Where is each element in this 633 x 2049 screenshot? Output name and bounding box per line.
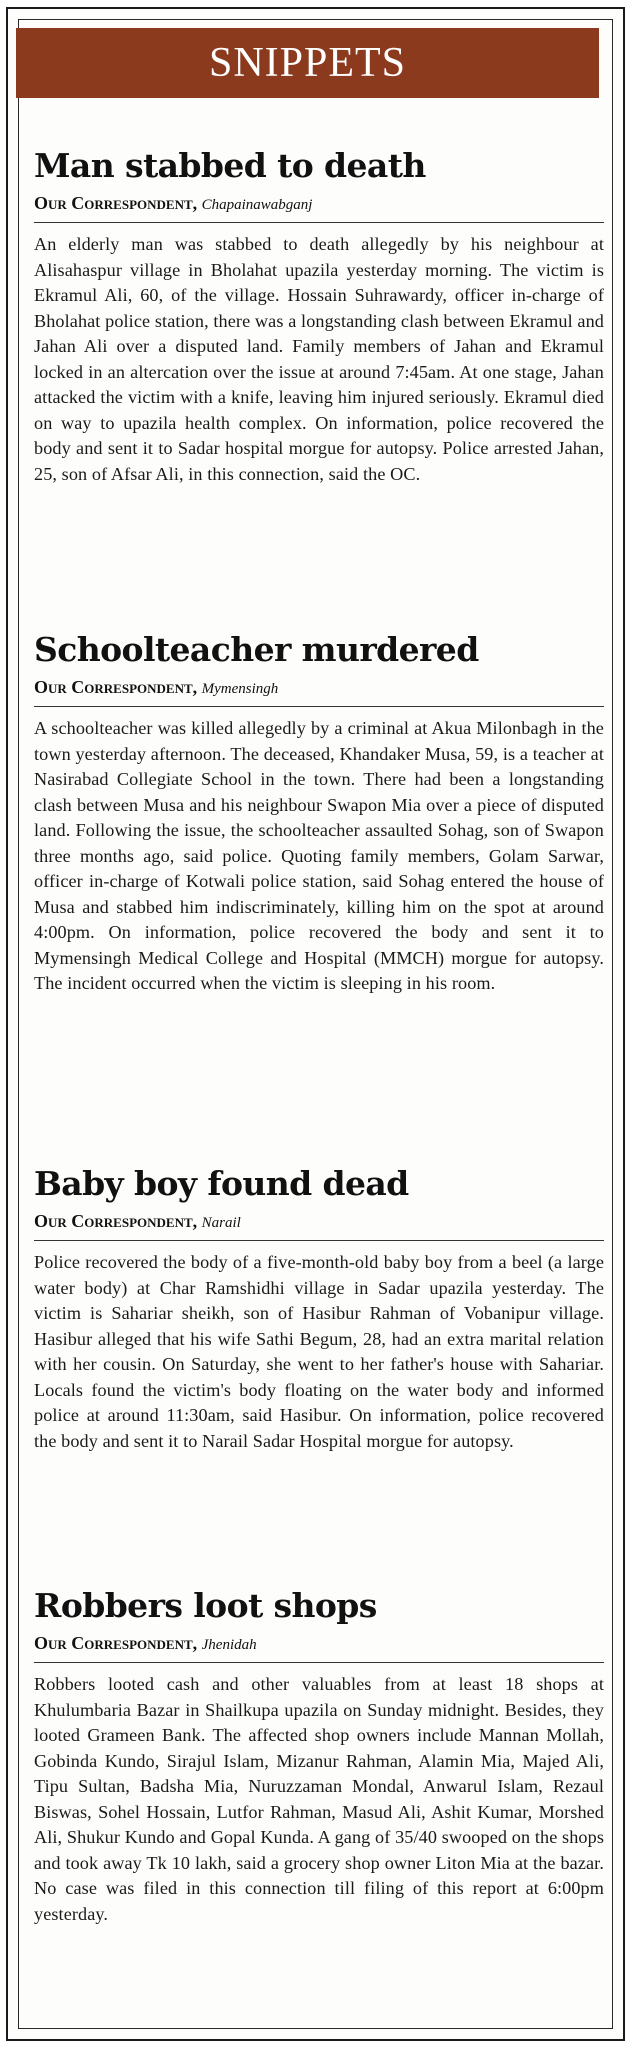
story-byline xyxy=(34,1632,604,1656)
byline-location: Narail xyxy=(201,1215,241,1231)
section-title: SNIPPETS xyxy=(208,40,407,86)
byline-author: Our Correspondent, xyxy=(34,193,198,213)
story-byline xyxy=(34,676,604,700)
byline-location: Jhenidah xyxy=(201,1637,257,1653)
story-headline[interactable]: Schoolteacher murdered xyxy=(34,630,479,669)
byline-location: Chapainawabganj xyxy=(201,197,313,213)
story-schoolteacher-murdered xyxy=(34,630,604,997)
story-body: Robbers looted cash and other valuables from at least 18 shops at Khulumbaria Bazar in Shailkupa upazila on Sunday midnight. Besides, they looted Grameen Bank. The affected shop owners include Mannan Mollah, Gobinda Kundo, Sirajul Islam, Mizanur Rahman, Alamin Mia, Majed Ali, Tipu Sultan, Badsha Mia, Nuruzzaman Mondal, Anwarul Islam, Rezaul Biswas, Sohel Hossain, Lutfor Rahman, Masud Ali, Ashit Kumar, Morshed Ali, Shukur Kundo and Gopal Kunda. A gang of 35/40 swooped on the shops and took away Tk 10 lakh, said a grocery shop owner Liton Mia at the bazar. No case was filed in this connection till filing of this report at 6:00pm yesterday. xyxy=(34,1674,604,1924)
divider xyxy=(34,1240,604,1241)
story-byline xyxy=(34,192,604,216)
byline-author: Our Correspondent, xyxy=(34,1633,198,1653)
story-baby-boy-found-dead xyxy=(34,1164,604,1454)
story-body: Police recovered the body of a five-month-old baby boy from a beel (a large water body) at Char Ramshidhi village in Sadar upazila yesterday. The victim is Sahariar sheikh, son of Hasibur Rahman of Vobanipur village. Hasibur alleged that his wife Sathi Begum, 28, had an extra marital relation with her cousin. On Saturday, she went to her father's house with Sahariar. Locals found the victim's body floating on the water body and informed police at around 11:30am, said Hasibur. On information, police recovered the body and sent it to Narail Sadar Hospital morgue for autopsy. xyxy=(34,1252,604,1451)
divider xyxy=(34,222,604,223)
story-byline xyxy=(34,1210,604,1234)
section-banner xyxy=(16,28,599,98)
story-headline[interactable]: Man stabbed to death xyxy=(34,146,426,185)
divider xyxy=(34,1662,604,1663)
story-robbers-loot-shops xyxy=(34,1586,604,1927)
byline-author: Our Correspondent, xyxy=(34,677,198,697)
byline-author: Our Correspondent, xyxy=(34,1211,198,1231)
story-headline[interactable]: Robbers loot shops xyxy=(34,1586,377,1625)
story-headline[interactable]: Baby boy found dead xyxy=(34,1164,409,1203)
story-man-stabbed xyxy=(34,146,604,487)
divider xyxy=(34,706,604,707)
byline-location: Mymensingh xyxy=(201,681,279,697)
story-body: A schoolteacher was killed allegedly by a criminal at Akua Milonbagh in the town yesterday afternoon. The deceased, Khandaker Musa, 59, is a teacher at Nasirabad Collegiate School in the town. There had been a longstanding clash between Musa and his neighbour Swapon Mia over a piece of disputed land. Following the issue, the schoolteacher assaulted Sohag, son of Swapon three months ago, said police. Quoting family members, Golam Sarwar, officer in-charge of Kotwali police station, said Sohag entered the house of Musa and stabbed him indiscriminately, killing him on the spot at around 4:00pm. On information, police recovered the body and sent it to Mymensingh Medical College and Hospital (MMCH) morgue for autopsy. The incident occurred when the victim is sleeping in his room. xyxy=(34,718,604,993)
story-body: An elderly man was stabbed to death allegedly by his neighbour at Alisahaspur village in Bholahat upazila yesterday morning. The victim is Ekramul Ali, 60, of the village. Hossain Suhrawardy, officer in-charge of Bholahat police station, there was a longstanding clash between Ekramul and Jahan Ali over a disputed land. Family members of Jahan and Ekramul locked in an altercation over the issue at around 7:45am. At one stage, Jahan attacked the victim with a knife, leaving him injured seriously. Ekramul died on way to upazila health complex. On information, police recovered the body and sent it to Sadar hospital morgue for autopsy. Police arrested Jahan, 25, son of Afsar Ali, in this connection, said the OC. xyxy=(34,234,604,484)
